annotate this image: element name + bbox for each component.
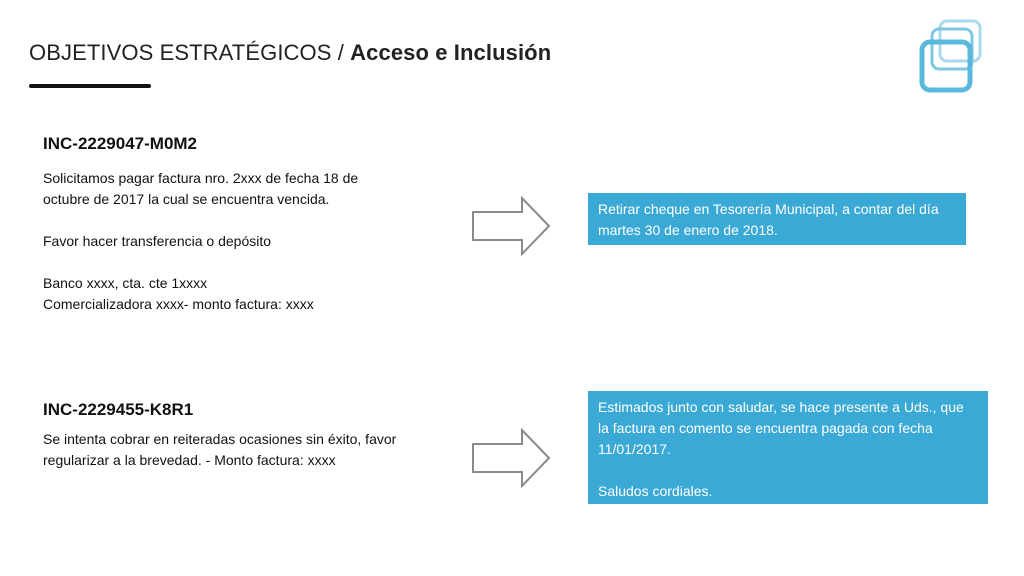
case-1-gap (43, 210, 408, 231)
case-2-line: Se intenta cobrar en reiteradas ocasiones sin éxito, favor regularizar a la brevedad. - Monto factura: xxxx (43, 431, 397, 468)
case-2-response (588, 391, 988, 504)
right-arrow-icon (470, 196, 552, 256)
case-1-gap (43, 252, 408, 273)
case-2-response-line: Estimados junto con saludar, se hace presente a Uds., que la factura en comento se encuentra pagada con fecha 11/01/2017. (598, 399, 964, 457)
case-1-line: Solicitamos pagar factura nro. 2xxx de fecha 18 de octubre de 2017 la cual se encuentra vencida. (43, 170, 359, 207)
case-1-body (43, 168, 408, 315)
case-1-id: INC-2229047-M0M2 (43, 134, 198, 153)
title-underline (29, 84, 151, 88)
case-1-response (588, 193, 966, 245)
case-2-id: INC-2229455-K8R1 (43, 400, 194, 419)
case-1-response-line: Retirar cheque en Tesorería Municipal, a contar del día martes 30 de enero de 2018. (598, 201, 939, 238)
right-arrow-icon (470, 428, 552, 488)
case-2-response-line: Saludos cordiales. (598, 483, 713, 499)
overlapping-squares-logo-icon (912, 16, 988, 94)
page-title (29, 40, 551, 66)
case-1-line: Banco xxxx, cta. cte 1xxxx (43, 275, 208, 291)
page-title-bold: Acceso e Inclusión (350, 40, 552, 65)
case-1-line: Favor hacer transferencia o depósito (43, 233, 272, 249)
case-1-line: Comercializadora xxxx- monto factura: xxxx (43, 296, 314, 312)
page-title-regular: OBJETIVOS ESTRATÉGICOS / (29, 40, 351, 65)
case-2-body (43, 429, 408, 471)
case-2-response-gap (598, 460, 978, 481)
